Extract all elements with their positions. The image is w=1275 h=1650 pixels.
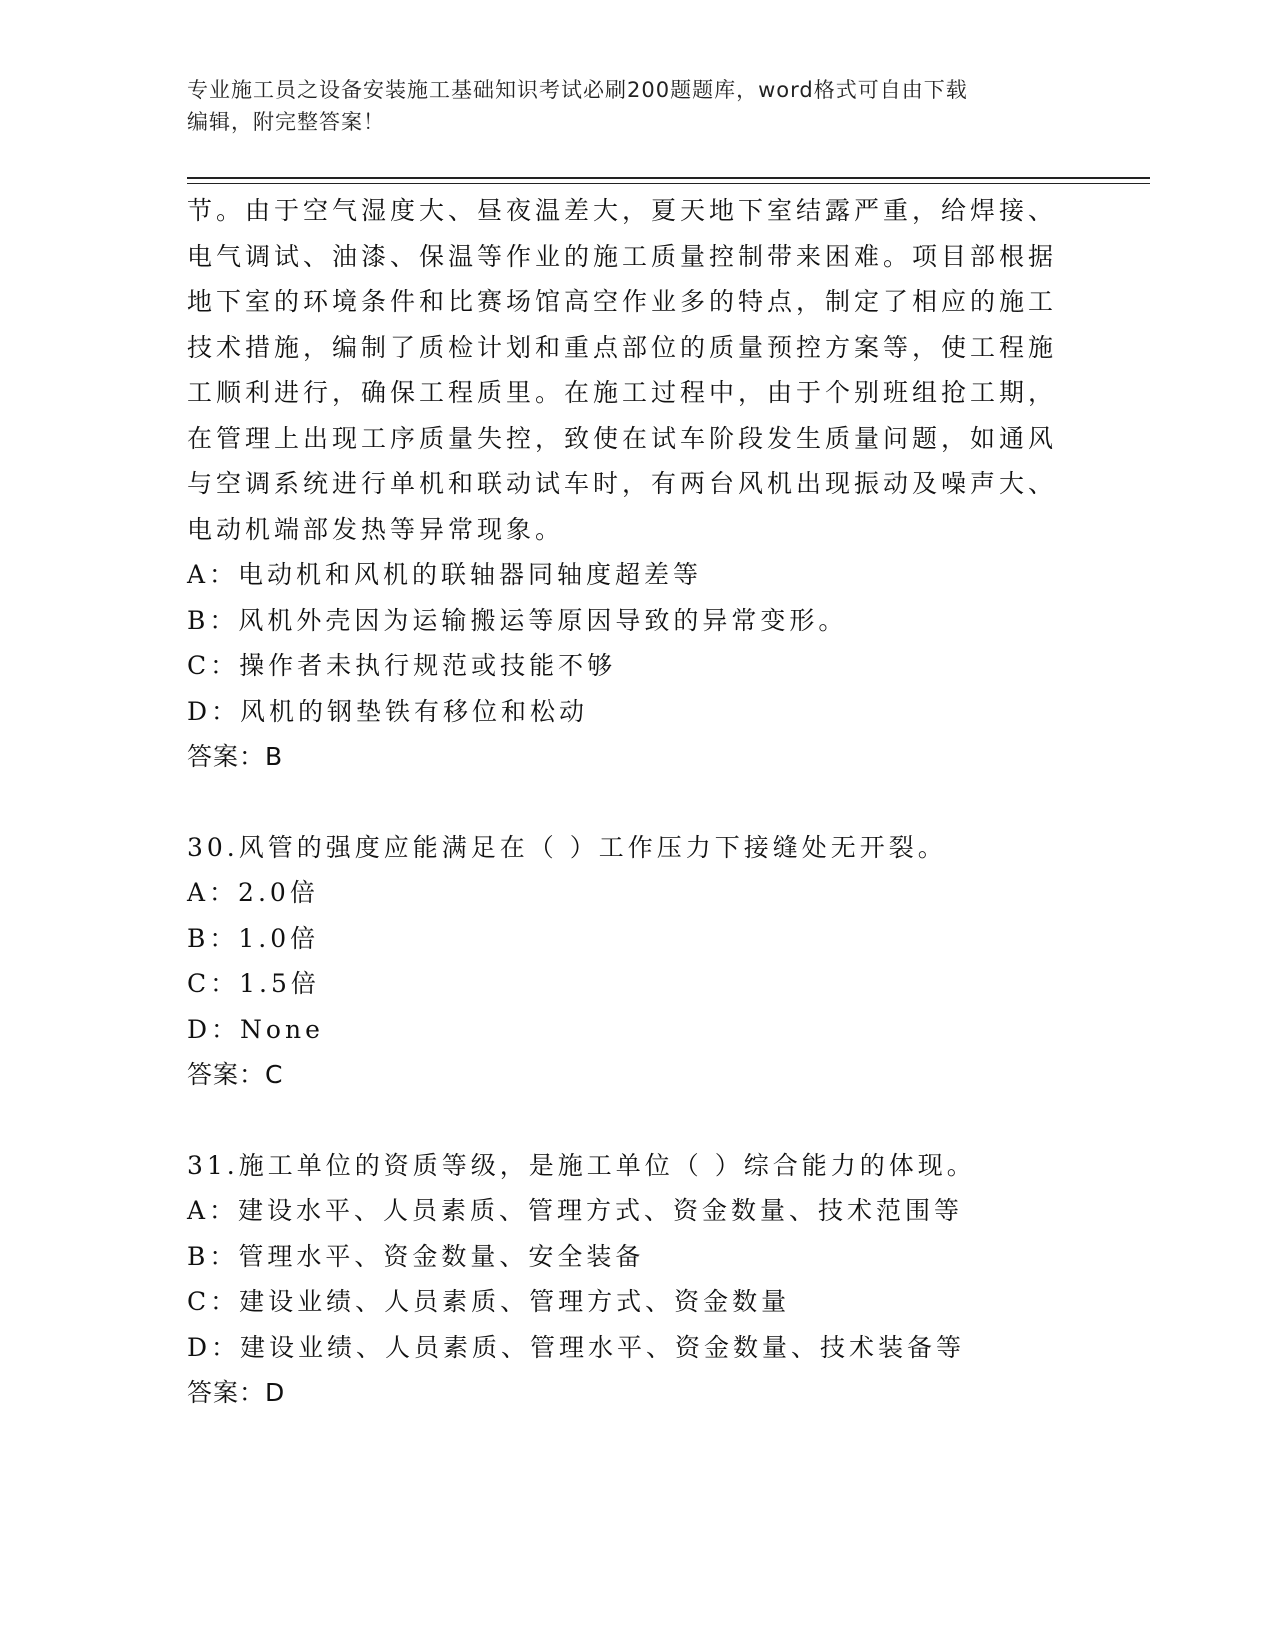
spacer <box>187 780 1087 825</box>
question-text-line: 地下室的环境条件和比赛场馆高空作业多的特点，制定了相应的施工 <box>187 287 1058 316</box>
option-d: D：None <box>187 1014 324 1044</box>
answer-line: 答案：D <box>187 1378 286 1407</box>
option-c: C：操作者未执行规范或技能不够 <box>187 651 617 680</box>
question-text-line: 技术措施，编制了质检计划和重点部位的质量预控方案等，使工程施 <box>187 332 1058 362</box>
question-text-line: 电气调试、油漆、保温等作业的施工质量控制带来困难。项目部根据 <box>187 241 1058 271</box>
option-b: B：管理水平、资金数量、安全装备 <box>187 1241 645 1271</box>
page-header <box>187 74 1067 138</box>
question-30 <box>187 825 1087 1098</box>
question-text-line: 在管理上出现工序质量失控，致使在试车阶段发生质量问题，如通风 <box>187 423 1058 453</box>
document-body <box>187 188 1087 1416</box>
question-29-continued <box>187 188 1087 780</box>
question-text-line: 工顺利进行，确保工程质里。在施工过程中，由于个别班组抢工期， <box>187 378 1058 407</box>
answer-line: 答案：C <box>187 1060 284 1089</box>
option-d: D：风机的钢垫铁有移位和松动 <box>187 696 589 726</box>
question-text-line: 与空调系统进行单机和联动试车时，有两台风机出现振动及噪声大、 <box>187 469 1058 498</box>
option-c: C：建设业绩、人员素质、管理方式、资金数量 <box>187 1287 791 1316</box>
question-31 <box>187 1143 1087 1416</box>
option-b: B：风机外壳因为运输搬运等原因导致的异常变形。 <box>187 605 848 635</box>
option-a: A：建设水平、人员素质、管理方式、资金数量、技术范围等 <box>187 1196 964 1225</box>
header-title-line-1: 专业施工员之设备安装施工基础知识考试必刷200题题库，word格式可自由下载 <box>187 78 968 102</box>
option-a: A：电动机和风机的联轴器同轴度超差等 <box>187 560 703 589</box>
option-a: A：2.0倍 <box>187 878 319 907</box>
option-c: C：1.5倍 <box>187 969 320 998</box>
question-text-line: 节。由于空气湿度大、昼夜温差大，夏天地下室结露严重，给焊接、 <box>187 196 1058 225</box>
header-divider-thick <box>187 177 1150 179</box>
option-b: B：1.0倍 <box>187 923 320 953</box>
question-stem: 31.施工单位的资质等级，是施工单位（ ）综合能力的体现。 <box>187 1150 976 1180</box>
answer-line: 答案：B <box>187 742 284 771</box>
header-title-line-2: 编辑，附完整答案！ <box>187 110 385 134</box>
spacer <box>187 1098 1087 1143</box>
question-stem: 30.风管的强度应能满足在（ ）工作压力下接缝处无开裂。 <box>187 832 947 862</box>
option-d: D：建设业绩、人员素质、管理水平、资金数量、技术装备等 <box>187 1332 966 1362</box>
header-divider-thin <box>187 183 1150 184</box>
question-text-line: 电动机端部发热等异常现象。 <box>187 514 565 544</box>
